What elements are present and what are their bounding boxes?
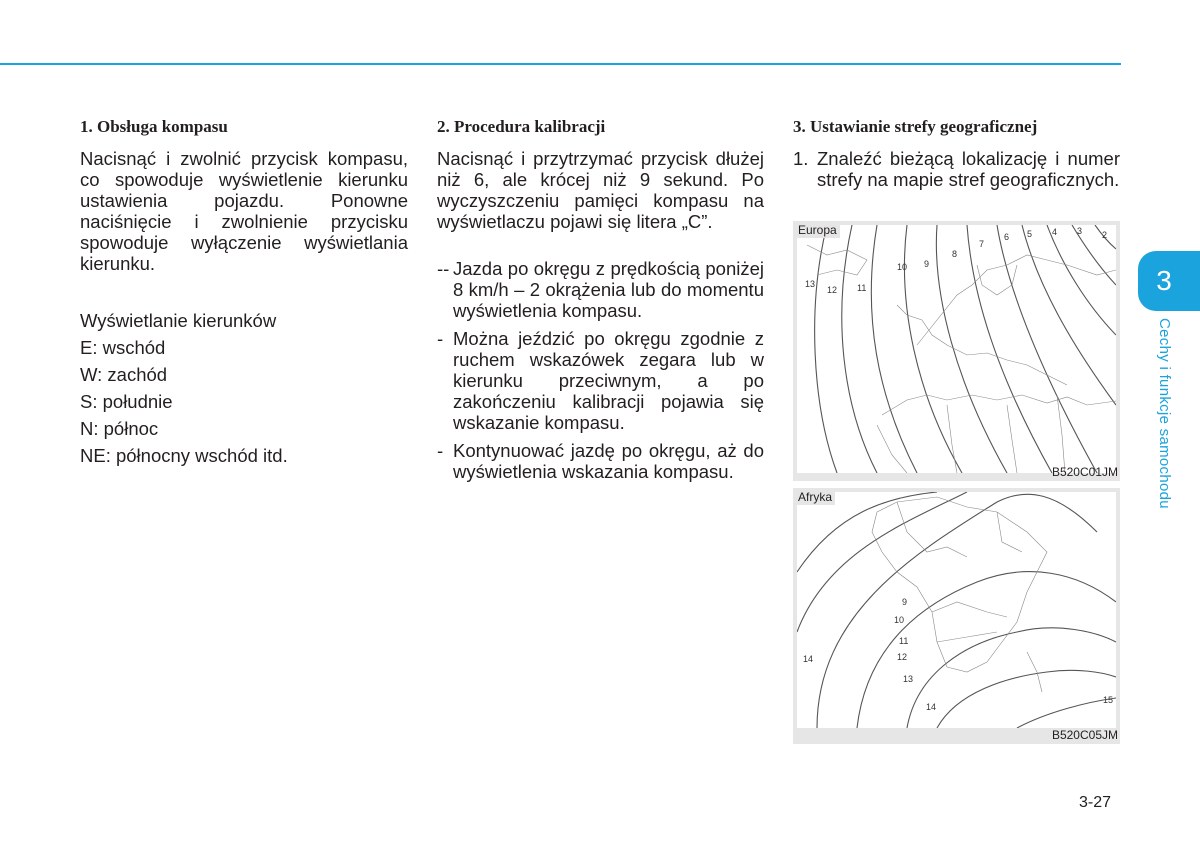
section-geographic-zone <box>793 116 1120 190</box>
africa-zone-map <box>793 488 1120 744</box>
section-heading: 1. Obsługa kompasu <box>80 117 228 136</box>
map-code: B520C05JM <box>1051 728 1118 742</box>
list-marker: -- <box>437 258 450 279</box>
zone-label: 7 <box>979 239 985 249</box>
chapter-number: 3 <box>1156 265 1172 296</box>
map-title: Afryka <box>795 490 835 505</box>
list-marker: 1. <box>793 148 809 169</box>
europe-map-graphic <box>797 225 1116 473</box>
zone-label: 15 <box>1103 695 1114 705</box>
map-title: Europa <box>795 223 840 238</box>
africa-map-graphic <box>797 492 1116 728</box>
section-compass-operation <box>80 116 408 469</box>
zone-label: 11 <box>857 283 867 293</box>
list-marker: - <box>437 328 444 349</box>
zone-label: 8 <box>952 249 958 259</box>
zone-label: 2 <box>1102 230 1108 240</box>
list-text: Można jeździć po okręgu zgodnie z ruchem wskazówek zegara lub w kierunku przeciwnym, a po zakończeniu kalibracji pojawia się wskazanie kompasu. <box>453 328 764 433</box>
list-item <box>437 440 764 482</box>
zone-label: 11 <box>899 636 909 646</box>
list-marker: - <box>437 440 444 461</box>
top-rule <box>0 63 1121 65</box>
list-item <box>793 148 1120 190</box>
section-paragraph: Nacisnąć i przytrzymać przycisk dłużej niż 6, ale krócej niż 9 sekund. Po wyczyszczeniu pamięci kompasu na wyświetlaczu pojawi się litera „C”. <box>437 148 764 232</box>
section-calibration <box>437 116 764 482</box>
zone-label: 6 <box>1004 232 1010 242</box>
zone-label: 14 <box>803 654 814 664</box>
section-paragraph: Nacisnąć i zwolnić przycisk kompasu, co spowoduje wyświetlenie kierunku ustawienia pojazdu. Ponowne naciśnięcie i zwolnienie przycisku spowoduje wyłączenie wyświetlania kierunku. <box>80 148 408 274</box>
zone-label: 12 <box>827 285 838 295</box>
list-item <box>437 328 764 433</box>
direction-item: E: wschód <box>80 337 166 358</box>
direction-item: S: południe <box>80 391 173 412</box>
chapter-title: Cechy i funkcje samochodu <box>1156 318 1173 509</box>
zone-label: 4 <box>1052 227 1058 237</box>
zone-label: 13 <box>903 674 914 684</box>
directions-title: Wyświetlanie kierunków <box>80 310 277 331</box>
direction-item: W: zachód <box>80 364 168 385</box>
zone-label: 9 <box>924 259 930 269</box>
section-heading: 2. Procedura kalibracji <box>437 117 606 136</box>
zone-label: 9 <box>902 597 908 607</box>
map-code: B520C01JM <box>1051 465 1118 479</box>
direction-item: NE: północny wschód itd. <box>80 445 288 466</box>
zone-label: 12 <box>897 652 908 662</box>
page-number: 3-27 <box>1079 794 1112 811</box>
section-heading: 3. Ustawianie strefy geograficznej <box>793 117 1038 136</box>
zone-label: 14 <box>926 702 937 712</box>
direction-item: N: północ <box>80 418 159 439</box>
zone-label: 5 <box>1027 229 1033 239</box>
zone-label: 10 <box>894 615 905 625</box>
list-text: Znaleźć bieżącą lokalizację i numer strefy na mapie stref geograficznych. <box>817 148 1120 190</box>
list-item <box>437 258 764 321</box>
list-text: Jazda po okręgu z prędkością poniżej 8 km/h – 2 okrążenia lub do momentu wyświetlenia kompasu. <box>453 258 764 321</box>
europe-zone-map <box>793 221 1120 481</box>
zone-label: 10 <box>897 262 908 272</box>
list-text: Kontynuować jazdę po okręgu, aż do wyświetlenia wskazania kompasu. <box>453 440 764 482</box>
zone-label: 13 <box>805 279 816 289</box>
chapter-tab <box>1138 251 1200 311</box>
zone-label: 3 <box>1077 226 1083 236</box>
